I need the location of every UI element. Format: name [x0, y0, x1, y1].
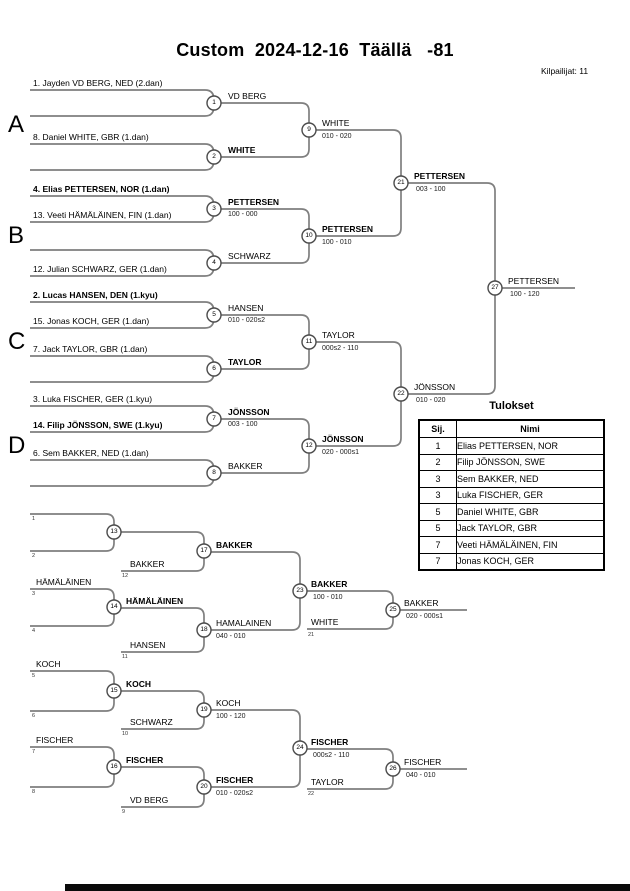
entry-slot-11: 7. Jack TAYLOR, GBR (1.dan) [33, 344, 148, 354]
section-label-d: D [8, 432, 26, 459]
rep-slot-number-10: 10 [122, 731, 129, 737]
result-name: Jonas KOCH, GER [457, 553, 605, 570]
match-18-number: 18 [200, 626, 208, 633]
rep-slot-number-11: 11 [122, 654, 128, 660]
slot-line-16 [30, 476, 214, 486]
result-position: 5 [419, 504, 457, 521]
entry-slot-8: 12. Julian SCHWARZ, GER (1.dan) [33, 264, 167, 274]
match-18-winner: HAMALAINEN [216, 618, 272, 628]
entry-slot-13: 3. Luka FISCHER, GER (1.kyu) [33, 394, 153, 404]
match-5-number: 5 [212, 311, 216, 318]
match-10-score: 100 - 010 [322, 239, 352, 246]
match-2-number: 2 [212, 153, 216, 160]
match-11-number: 11 [305, 338, 313, 345]
rep-slot-number-2: 2 [32, 553, 36, 559]
result-row [419, 438, 604, 455]
slot-line-3 [30, 144, 214, 154]
results-col-name: Nimi [457, 420, 605, 438]
rep-slot-name-5: KOCH [36, 659, 61, 669]
match-5-winner: HANSEN [228, 303, 264, 313]
rep-feeder-name-12: BAKKER [130, 559, 165, 569]
rep-match-16-connector [30, 747, 114, 787]
match-20-number: 20 [200, 783, 208, 790]
result-row [419, 553, 604, 570]
entry-slot-10: 15. Jonas KOCH, GER (1.dan) [33, 316, 150, 326]
rep-slot-name-7: FISCHER [36, 735, 74, 745]
match-12-number: 12 [305, 442, 313, 449]
result-name: Elias PETTERSEN, NOR [457, 438, 605, 455]
slot-line-15 [30, 460, 214, 470]
result-name: Luka FISCHER, GER [457, 487, 605, 504]
entry-slot-6: 13. Veeti HÄMÄLÄINEN, FIN (1.dan) [33, 210, 172, 220]
match-21-score: 003 - 100 [416, 186, 446, 193]
match-3-number: 3 [212, 205, 216, 212]
match-27-winner: PETTERSEN [508, 276, 560, 286]
entry-slot-15: 6. Sem BAKKER, NED (1.dan) [33, 448, 149, 458]
slot-line-4 [30, 160, 214, 170]
rep-slot-number-12: 12 [122, 573, 129, 579]
match-22-connector [316, 342, 401, 446]
match-21-number: 21 [397, 179, 405, 186]
match-25-winner: BAKKER [404, 598, 439, 608]
result-position: 7 [419, 553, 457, 570]
entry-slot-1: 1. Jayden VD BERG, NED (2.dan) [33, 78, 163, 88]
rep-slot-number-7: 7 [32, 749, 36, 755]
match-24-score: 000s2 - 110 [313, 752, 350, 759]
match-4-number: 4 [212, 259, 216, 266]
match-7-winner: JÖNSSON [228, 407, 270, 417]
match-19-score: 100 - 120 [216, 713, 246, 720]
match-1-number: 1 [212, 99, 216, 106]
result-row [419, 537, 604, 554]
match-27-score: 100 - 120 [510, 291, 540, 298]
rep-slot-number-3: 3 [32, 591, 36, 597]
rep-match-14-connector [30, 589, 114, 626]
match-23-number: 23 [296, 587, 304, 594]
rep-slot-number-9: 9 [122, 809, 126, 815]
rep-slot-number-6: 6 [32, 713, 36, 719]
rep-feeder-name-22: TAYLOR [311, 777, 344, 787]
result-position: 1 [419, 438, 457, 455]
result-position: 3 [419, 487, 457, 504]
result-position: 7 [419, 537, 457, 554]
match-3-score: 100 - 000 [228, 211, 258, 218]
match-12-winner: JÖNSSON [322, 434, 364, 444]
result-position: 2 [419, 454, 457, 471]
slot-line-12 [30, 372, 214, 382]
match-7-score: 003 - 100 [228, 421, 258, 428]
page-title: Custom 2024-12-16 Täällä -81 [176, 40, 454, 60]
entry-slot-5: 4. Elias PETTERSEN, NOR (1.dan) [33, 184, 170, 194]
rep-slot-number-5: 5 [32, 673, 36, 679]
match-19-winner: KOCH [216, 698, 241, 708]
participants-count: Kilpailijat: 11 [541, 66, 589, 76]
rep-slot-number-21: 21 [308, 632, 315, 638]
match-14-winner: HÄMÄLÄINEN [126, 596, 184, 606]
rep-slot-number-4: 4 [32, 628, 36, 634]
match-19-number: 19 [200, 706, 208, 713]
result-name: Veeti HÄMÄLÄINEN, FIN [457, 537, 605, 554]
result-row [419, 487, 604, 504]
slot-line-1 [30, 90, 214, 100]
section-label-c: C [8, 328, 26, 355]
match-22-number: 22 [397, 390, 405, 397]
match-6-number: 6 [212, 365, 216, 372]
section-label-b: B [8, 222, 25, 249]
result-row [419, 504, 604, 521]
match-27-number: 27 [491, 284, 499, 291]
result-row [419, 520, 604, 537]
match-17-number: 17 [200, 547, 208, 554]
slot-line-7 [30, 250, 214, 260]
match-10-winner: PETTERSEN [322, 224, 374, 234]
match-5-score: 010 - 020s2 [228, 317, 265, 324]
match-17-winner: BAKKER [216, 540, 253, 550]
rep-slot-number-1: 1 [32, 516, 36, 522]
slot-line-13 [30, 406, 214, 416]
match-13-number: 13 [110, 528, 118, 535]
match-21-winner: PETTERSEN [414, 171, 466, 181]
match-10-number: 10 [305, 232, 313, 239]
rep-feeder-name-9: VD BERG [130, 795, 169, 805]
match-9-score: 010 - 020 [322, 133, 352, 140]
match-6-winner: TAYLOR [228, 357, 262, 367]
result-row [419, 471, 604, 488]
match-9-number: 9 [307, 126, 311, 133]
match-8-number: 8 [212, 469, 216, 476]
match-3-winner: PETTERSEN [228, 197, 280, 207]
match-16-winner: FISCHER [126, 755, 164, 765]
match-11-winner: TAYLOR [322, 330, 355, 340]
match-24-winner: FISCHER [311, 737, 349, 747]
results-title: Tulokset [489, 400, 534, 412]
match-23-score: 100 - 010 [313, 594, 343, 601]
result-row [419, 454, 604, 471]
rep-feeder-name-21: WHITE [311, 617, 339, 627]
match-26-number: 26 [389, 765, 397, 772]
slot-line-5 [30, 196, 214, 206]
match-14-number: 14 [110, 603, 118, 610]
rep-feeder-name-11: HANSEN [130, 640, 166, 650]
result-name: Sem BAKKER, NED [457, 471, 605, 488]
rep-feeder-name-10: SCHWARZ [130, 717, 173, 727]
result-name: Filip JÖNSSON, SWE [457, 454, 605, 471]
result-name: Daniel WHITE, GBR [457, 504, 605, 521]
slot-line-9 [30, 302, 214, 312]
match-11-score: 000s2 - 110 [322, 345, 359, 352]
rep-match-15-connector [30, 671, 114, 711]
entry-slot-14: 14. Filip JÖNSSON, SWE (1.kyu) [33, 420, 163, 430]
entry-slot-9: 2. Lucas HANSEN, DEN (1.kyu) [33, 290, 158, 300]
match-8-winner: BAKKER [228, 461, 263, 471]
result-name: Jack TAYLOR, GBR [457, 520, 605, 537]
results-header-row [419, 420, 604, 438]
match-18-score: 040 - 010 [216, 633, 246, 640]
match-12-score: 020 - 000s1 [322, 449, 359, 456]
match-9-winner: WHITE [322, 118, 350, 128]
result-position: 5 [419, 520, 457, 537]
match-27-connector [408, 183, 495, 394]
section-label-a: A [8, 111, 25, 138]
match-4-winner: SCHWARZ [228, 251, 271, 261]
result-position: 3 [419, 471, 457, 488]
match-22-winner: JÖNSSON [414, 382, 456, 392]
match-25-number: 25 [389, 606, 397, 613]
match-26-winner: FISCHER [404, 757, 442, 767]
match-25-score: 020 - 000s1 [406, 613, 443, 620]
match-1-winner: VD BERG [228, 91, 267, 101]
match-24-number: 24 [296, 744, 304, 751]
results-table [418, 419, 605, 571]
match-15-number: 15 [110, 687, 118, 694]
rep-match-13-connector [30, 514, 114, 551]
match-7-number: 7 [212, 415, 216, 422]
slot-line-11 [30, 356, 214, 366]
match-20-winner: FISCHER [216, 775, 254, 785]
match-21-connector [316, 130, 401, 236]
results-col-position: Sij. [419, 420, 457, 438]
bottom-bar [65, 884, 630, 891]
rep-slot-name-3: HÄMÄLÄINEN [36, 577, 92, 587]
match-23-winner: BAKKER [311, 579, 348, 589]
entry-slot-3: 8. Daniel WHITE, GBR (1.dan) [33, 132, 149, 142]
match-15-winner: KOCH [126, 679, 152, 689]
match-16-number: 16 [110, 763, 118, 770]
match-2-winner: WHITE [228, 145, 256, 155]
match-26-score: 040 - 010 [406, 772, 436, 779]
match-20-score: 010 - 020s2 [216, 790, 253, 797]
results-panel [418, 400, 605, 571]
rep-slot-number-8: 8 [32, 789, 36, 795]
slot-line-2 [30, 106, 214, 116]
rep-slot-number-22: 22 [308, 791, 315, 797]
match-22-score: 010 - 020 [416, 397, 446, 404]
